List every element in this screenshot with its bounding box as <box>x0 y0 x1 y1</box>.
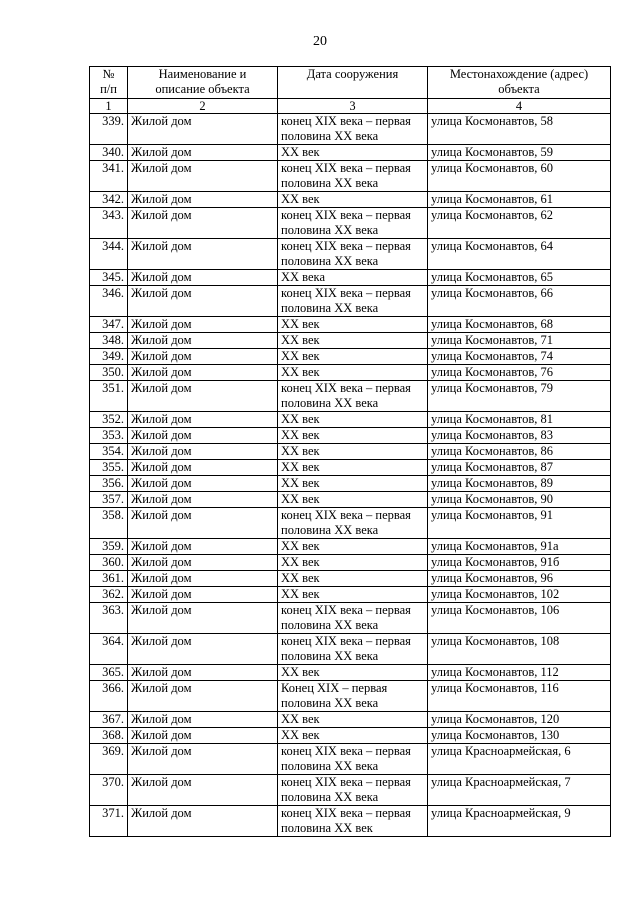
object-name: Жилой дом <box>128 239 278 270</box>
table-row <box>90 192 611 208</box>
object-address: улица Космонавтов, 89 <box>428 476 611 492</box>
row-number: 346. <box>90 286 128 317</box>
construction-date: конец XIX века – первая половина XX века <box>278 603 428 634</box>
object-name: Жилой дом <box>128 192 278 208</box>
construction-date: конец XIX века – первая половина XX век <box>278 806 428 837</box>
row-number: 348. <box>90 333 128 349</box>
row-number: 342. <box>90 192 128 208</box>
header-number: № п/п <box>90 67 128 99</box>
table-row <box>90 555 611 571</box>
table-row <box>90 145 611 161</box>
object-address: улица Космонавтов, 116 <box>428 681 611 712</box>
table-row <box>90 428 611 444</box>
table-row <box>90 161 611 192</box>
object-address: улица Космонавтов, 58 <box>428 114 611 145</box>
construction-date: XX век <box>278 712 428 728</box>
row-number: 365. <box>90 665 128 681</box>
construction-date: конец XIX века – первая половина XX века <box>278 744 428 775</box>
object-address: улица Космонавтов, 91 <box>428 508 611 539</box>
construction-date: конец XIX века – первая половина XX века <box>278 508 428 539</box>
table-row <box>90 333 611 349</box>
object-address: улица Космонавтов, 86 <box>428 444 611 460</box>
table-row <box>90 460 611 476</box>
object-address: улица Космонавтов, 65 <box>428 270 611 286</box>
heritage-registry-table <box>89 66 611 837</box>
construction-date: XX век <box>278 571 428 587</box>
object-address: улица Космонавтов, 59 <box>428 145 611 161</box>
row-number: 361. <box>90 571 128 587</box>
table-row <box>90 444 611 460</box>
table-row <box>90 571 611 587</box>
row-number: 366. <box>90 681 128 712</box>
object-address: улица Космонавтов, 71 <box>428 333 611 349</box>
row-number: 347. <box>90 317 128 333</box>
table-row <box>90 603 611 634</box>
column-number: 2 <box>128 99 278 114</box>
object-name: Жилой дом <box>128 349 278 365</box>
object-name: Жилой дом <box>128 444 278 460</box>
construction-date: XX век <box>278 412 428 428</box>
row-number: 362. <box>90 587 128 603</box>
table-row <box>90 412 611 428</box>
table-row <box>90 744 611 775</box>
row-number: 355. <box>90 460 128 476</box>
table-row <box>90 728 611 744</box>
object-name: Жилой дом <box>128 571 278 587</box>
table-row <box>90 208 611 239</box>
page-number: 20 <box>313 34 327 49</box>
object-address: улица Космонавтов, 83 <box>428 428 611 444</box>
object-name: Жилой дом <box>128 492 278 508</box>
construction-date: XX век <box>278 492 428 508</box>
construction-date: XX века <box>278 270 428 286</box>
object-name: Жилой дом <box>128 365 278 381</box>
object-address: улица Красноармейская, 7 <box>428 775 611 806</box>
object-address: улица Космонавтов, 120 <box>428 712 611 728</box>
construction-date: конец XIX века – первая половина XX века <box>278 286 428 317</box>
object-name: Жилой дом <box>128 317 278 333</box>
object-address: улица Космонавтов, 108 <box>428 634 611 665</box>
construction-date: XX век <box>278 555 428 571</box>
row-number: 356. <box>90 476 128 492</box>
table-row <box>90 775 611 806</box>
row-number: 349. <box>90 349 128 365</box>
construction-date: XX век <box>278 365 428 381</box>
object-name: Жилой дом <box>128 712 278 728</box>
object-name: Жилой дом <box>128 460 278 476</box>
object-name: Жилой дом <box>128 775 278 806</box>
object-name: Жилой дом <box>128 555 278 571</box>
table-row <box>90 114 611 145</box>
column-number: 4 <box>428 99 611 114</box>
row-number: 359. <box>90 539 128 555</box>
table-row <box>90 317 611 333</box>
table-row <box>90 712 611 728</box>
object-name: Жилой дом <box>128 333 278 349</box>
construction-date: конец XIX века – первая половина XX века <box>278 161 428 192</box>
object-name: Жилой дом <box>128 208 278 239</box>
row-number: 350. <box>90 365 128 381</box>
object-name: Жилой дом <box>128 161 278 192</box>
table-row <box>90 681 611 712</box>
construction-date: XX век <box>278 192 428 208</box>
row-number: 358. <box>90 508 128 539</box>
table-row <box>90 381 611 412</box>
row-number: 357. <box>90 492 128 508</box>
column-number-row <box>90 99 611 114</box>
object-address: улица Космонавтов, 68 <box>428 317 611 333</box>
object-name: Жилой дом <box>128 539 278 555</box>
row-number: 353. <box>90 428 128 444</box>
object-address: улица Космонавтов, 74 <box>428 349 611 365</box>
row-number: 370. <box>90 775 128 806</box>
object-name: Жилой дом <box>128 587 278 603</box>
construction-date: XX век <box>278 728 428 744</box>
construction-date: XX век <box>278 145 428 161</box>
construction-date: XX век <box>278 333 428 349</box>
table-row <box>90 492 611 508</box>
object-address: улица Космонавтов, 76 <box>428 365 611 381</box>
object-name: Жилой дом <box>128 681 278 712</box>
object-address: улица Космонавтов, 106 <box>428 603 611 634</box>
object-address: улица Космонавтов, 91б <box>428 555 611 571</box>
row-number: 340. <box>90 145 128 161</box>
object-address: улица Красноармейская, 9 <box>428 806 611 837</box>
object-address: улица Красноармейская, 6 <box>428 744 611 775</box>
object-name: Жилой дом <box>128 286 278 317</box>
table-row <box>90 365 611 381</box>
row-number: 352. <box>90 412 128 428</box>
object-address: улица Космонавтов, 61 <box>428 192 611 208</box>
row-number: 363. <box>90 603 128 634</box>
construction-date: конец XIX века – первая половина XX века <box>278 381 428 412</box>
row-number: 360. <box>90 555 128 571</box>
table-row <box>90 476 611 492</box>
table-row <box>90 508 611 539</box>
row-number: 339. <box>90 114 128 145</box>
object-address: улица Космонавтов, 79 <box>428 381 611 412</box>
construction-date: XX век <box>278 476 428 492</box>
table-row <box>90 806 611 837</box>
table-row <box>90 239 611 270</box>
construction-date: XX век <box>278 539 428 555</box>
object-address: улица Космонавтов, 87 <box>428 460 611 476</box>
row-number: 345. <box>90 270 128 286</box>
row-number: 364. <box>90 634 128 665</box>
header-date: Дата сооружения <box>278 67 428 99</box>
row-number: 351. <box>90 381 128 412</box>
column-number: 3 <box>278 99 428 114</box>
row-number: 354. <box>90 444 128 460</box>
object-name: Жилой дом <box>128 381 278 412</box>
object-address: улица Космонавтов, 102 <box>428 587 611 603</box>
object-name: Жилой дом <box>128 428 278 444</box>
object-name: Жилой дом <box>128 145 278 161</box>
table-row <box>90 634 611 665</box>
object-address: улица Космонавтов, 62 <box>428 208 611 239</box>
row-number: 371. <box>90 806 128 837</box>
table-body <box>90 114 611 837</box>
object-name: Жилой дом <box>128 508 278 539</box>
object-name: Жилой дом <box>128 665 278 681</box>
header-name: Наименование и описание объекта <box>128 67 278 99</box>
row-number: 369. <box>90 744 128 775</box>
construction-date: XX век <box>278 349 428 365</box>
row-number: 344. <box>90 239 128 270</box>
object-name: Жилой дом <box>128 634 278 665</box>
construction-date: XX век <box>278 428 428 444</box>
construction-date: XX век <box>278 587 428 603</box>
construction-date: Конец XIX – первая половина XX века <box>278 681 428 712</box>
object-name: Жилой дом <box>128 270 278 286</box>
object-name: Жилой дом <box>128 603 278 634</box>
object-address: улица Космонавтов, 112 <box>428 665 611 681</box>
construction-date: XX век <box>278 460 428 476</box>
object-address: улица Космонавтов, 91а <box>428 539 611 555</box>
row-number: 341. <box>90 161 128 192</box>
object-name: Жилой дом <box>128 412 278 428</box>
construction-date: конец XIX века – первая половина XX века <box>278 239 428 270</box>
header-address: Местонахождение (адрес) объекта <box>428 67 611 99</box>
object-address: улица Космонавтов, 81 <box>428 412 611 428</box>
construction-date: конец XIX века – первая половина XX века <box>278 775 428 806</box>
construction-date: конец XIX века – первая половина XX века <box>278 114 428 145</box>
row-number: 367. <box>90 712 128 728</box>
table-row <box>90 286 611 317</box>
object-name: Жилой дом <box>128 806 278 837</box>
object-address: улица Космонавтов, 90 <box>428 492 611 508</box>
object-name: Жилой дом <box>128 476 278 492</box>
construction-date: XX век <box>278 317 428 333</box>
construction-date: XX век <box>278 665 428 681</box>
row-number: 343. <box>90 208 128 239</box>
object-name: Жилой дом <box>128 728 278 744</box>
table-row <box>90 349 611 365</box>
row-number: 368. <box>90 728 128 744</box>
object-address: улица Космонавтов, 96 <box>428 571 611 587</box>
table-row <box>90 665 611 681</box>
table-row <box>90 587 611 603</box>
object-name: Жилой дом <box>128 744 278 775</box>
column-number: 1 <box>90 99 128 114</box>
object-address: улица Космонавтов, 130 <box>428 728 611 744</box>
object-address: улица Космонавтов, 64 <box>428 239 611 270</box>
construction-date: конец XIX века – первая половина XX века <box>278 634 428 665</box>
table-header-row <box>90 67 611 99</box>
construction-date: XX век <box>278 444 428 460</box>
table-row <box>90 539 611 555</box>
table-row <box>90 270 611 286</box>
construction-date: конец XIX века – первая половина XX века <box>278 208 428 239</box>
object-name: Жилой дом <box>128 114 278 145</box>
object-address: улица Космонавтов, 66 <box>428 286 611 317</box>
object-address: улица Космонавтов, 60 <box>428 161 611 192</box>
